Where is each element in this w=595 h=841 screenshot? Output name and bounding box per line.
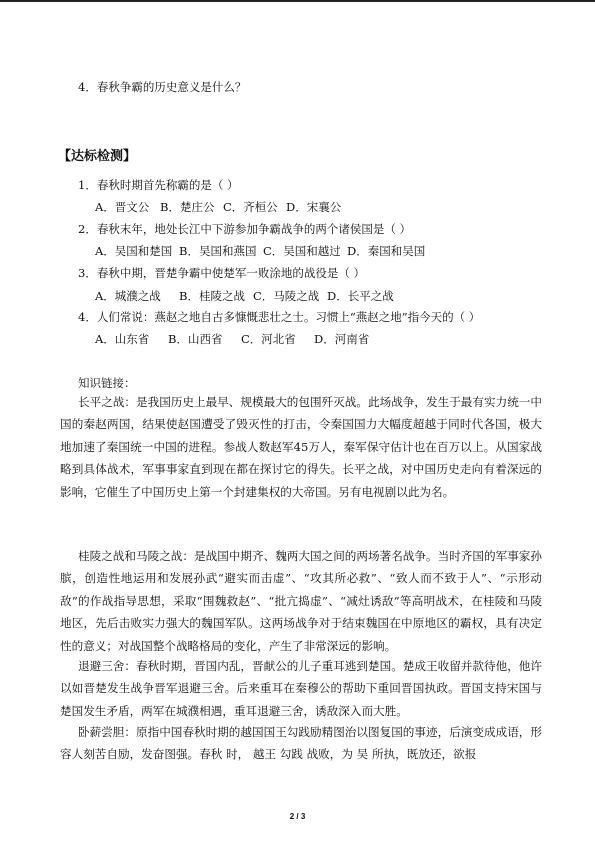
- section-title: 【达标检测】: [58, 149, 137, 164]
- question-3-options: [95, 289, 394, 303]
- paragraph-changping: 长平之战：是我国历史上最早、规模最大的包围歼灭战。此场战争，发生于最有实力统一中国的秦赵两国，结果使赵国遭受了毁灭性的打击，令秦国国力大幅度超越于同时代各国，极大地加速了秦国统一中国的进程。参战人数赵军45万人，秦军保守估计也在百万以上。从国家战略到具体战术，军事事家直到现在都在探讨它的得失。长平之战，对中国历史走向有着深远的影响，它催生了中国历史上第一个封建集权的大帝国。另有电视剧以此为名。: [60, 395, 542, 499]
- paragraph-guiling-maling: 桂陵之战和马陵之战：是战国中期齐、魏两大国之间的两场著名战争。当时齐国的军事家孙膑，创造性地运用和发展孙武“避实而击虚”、“攻其所必救”、“致人而不致于人”、“示形动敌”的作战指导思想，采取“围魏救赵”、“批亢捣虚”、“减灶诱敌”等高明战术，在桂陵和马陵地区，先后击败实力强大的魏国军队。这两场战争对于结束魏国在中原地区的霸权，具有决定性的意义；对战国整个战略格局的变化，产生了非常深远的影响。: [60, 549, 542, 653]
- top-rule: [0, 0, 595, 2]
- option-a: A．山东省: [95, 332, 150, 346]
- question-1-stem: 1．春秋时期首先称霸的是（ ）: [78, 178, 239, 192]
- question-3-stem: 3．春秋中期，晋楚争霸中使楚军一败涂地的战役是（ ）: [78, 266, 365, 280]
- option-b: B．山西省: [168, 332, 223, 346]
- option-b: B．吴国和燕国: [179, 244, 257, 258]
- option-c: C．马陵之战: [253, 289, 320, 303]
- option-d: D．秦国和吴国: [347, 244, 426, 258]
- option-c: C．河北省: [241, 332, 296, 346]
- question-2-options: [95, 244, 425, 258]
- paragraph-woxin-changdan: 卧薪尝胆：原指中国春秋时期的越国国王勾践励精图治以图复国的事迹，后演变成成语，形容人刻苦自励，发奋图强。春秋 时， 越王 勾践 战败，为 吴 所执，既放还，欲报: [60, 725, 542, 762]
- option-a: A．吴国和楚国: [95, 244, 173, 258]
- option-a: A．晋文公: [95, 200, 150, 214]
- option-d: D．河南省: [314, 332, 370, 346]
- question-2-stem: 2．春秋末年，地处长江中下游参加争霸战争的两个诸侯国是（ ）: [78, 222, 411, 236]
- option-a: A．城濮之战: [95, 289, 161, 303]
- question-1-options: [95, 200, 341, 214]
- option-c: C．吴国和越过: [263, 244, 341, 258]
- knowledge-label: 知识链接：: [78, 376, 136, 390]
- option-d: D．长平之战: [327, 289, 394, 303]
- paragraph-tuibi-sanshe: 退避三舍：春秋时期，晋国内乱，晋献公的儿子重耳逃到楚国。楚成王收留并款待他，他许以如晋楚发生战争晋军退避三舍。后来重耳在秦穆公的帮助下重回晋国执政。晋国支持宋国与楚国发生矛盾，两军在城濮相遇，重耳退避三舍，诱敌深入而大胜。: [60, 659, 542, 718]
- question-4-intro: 4．春秋争霸的历史意义是什么？: [78, 80, 247, 94]
- question-4-stem: 4．人们常说：燕赵之地自古多慷慨悲壮之士。习惯上“燕赵之地”指今天的（ ）: [78, 310, 481, 324]
- question-4-options: [95, 332, 369, 346]
- option-d: D．宋襄公: [286, 200, 342, 214]
- option-c: C．齐桓公: [223, 200, 278, 214]
- option-b: B．桂陵之战: [179, 289, 245, 303]
- option-b: B．楚庄公: [160, 200, 215, 214]
- page-number: 2 / 3: [289, 812, 306, 821]
